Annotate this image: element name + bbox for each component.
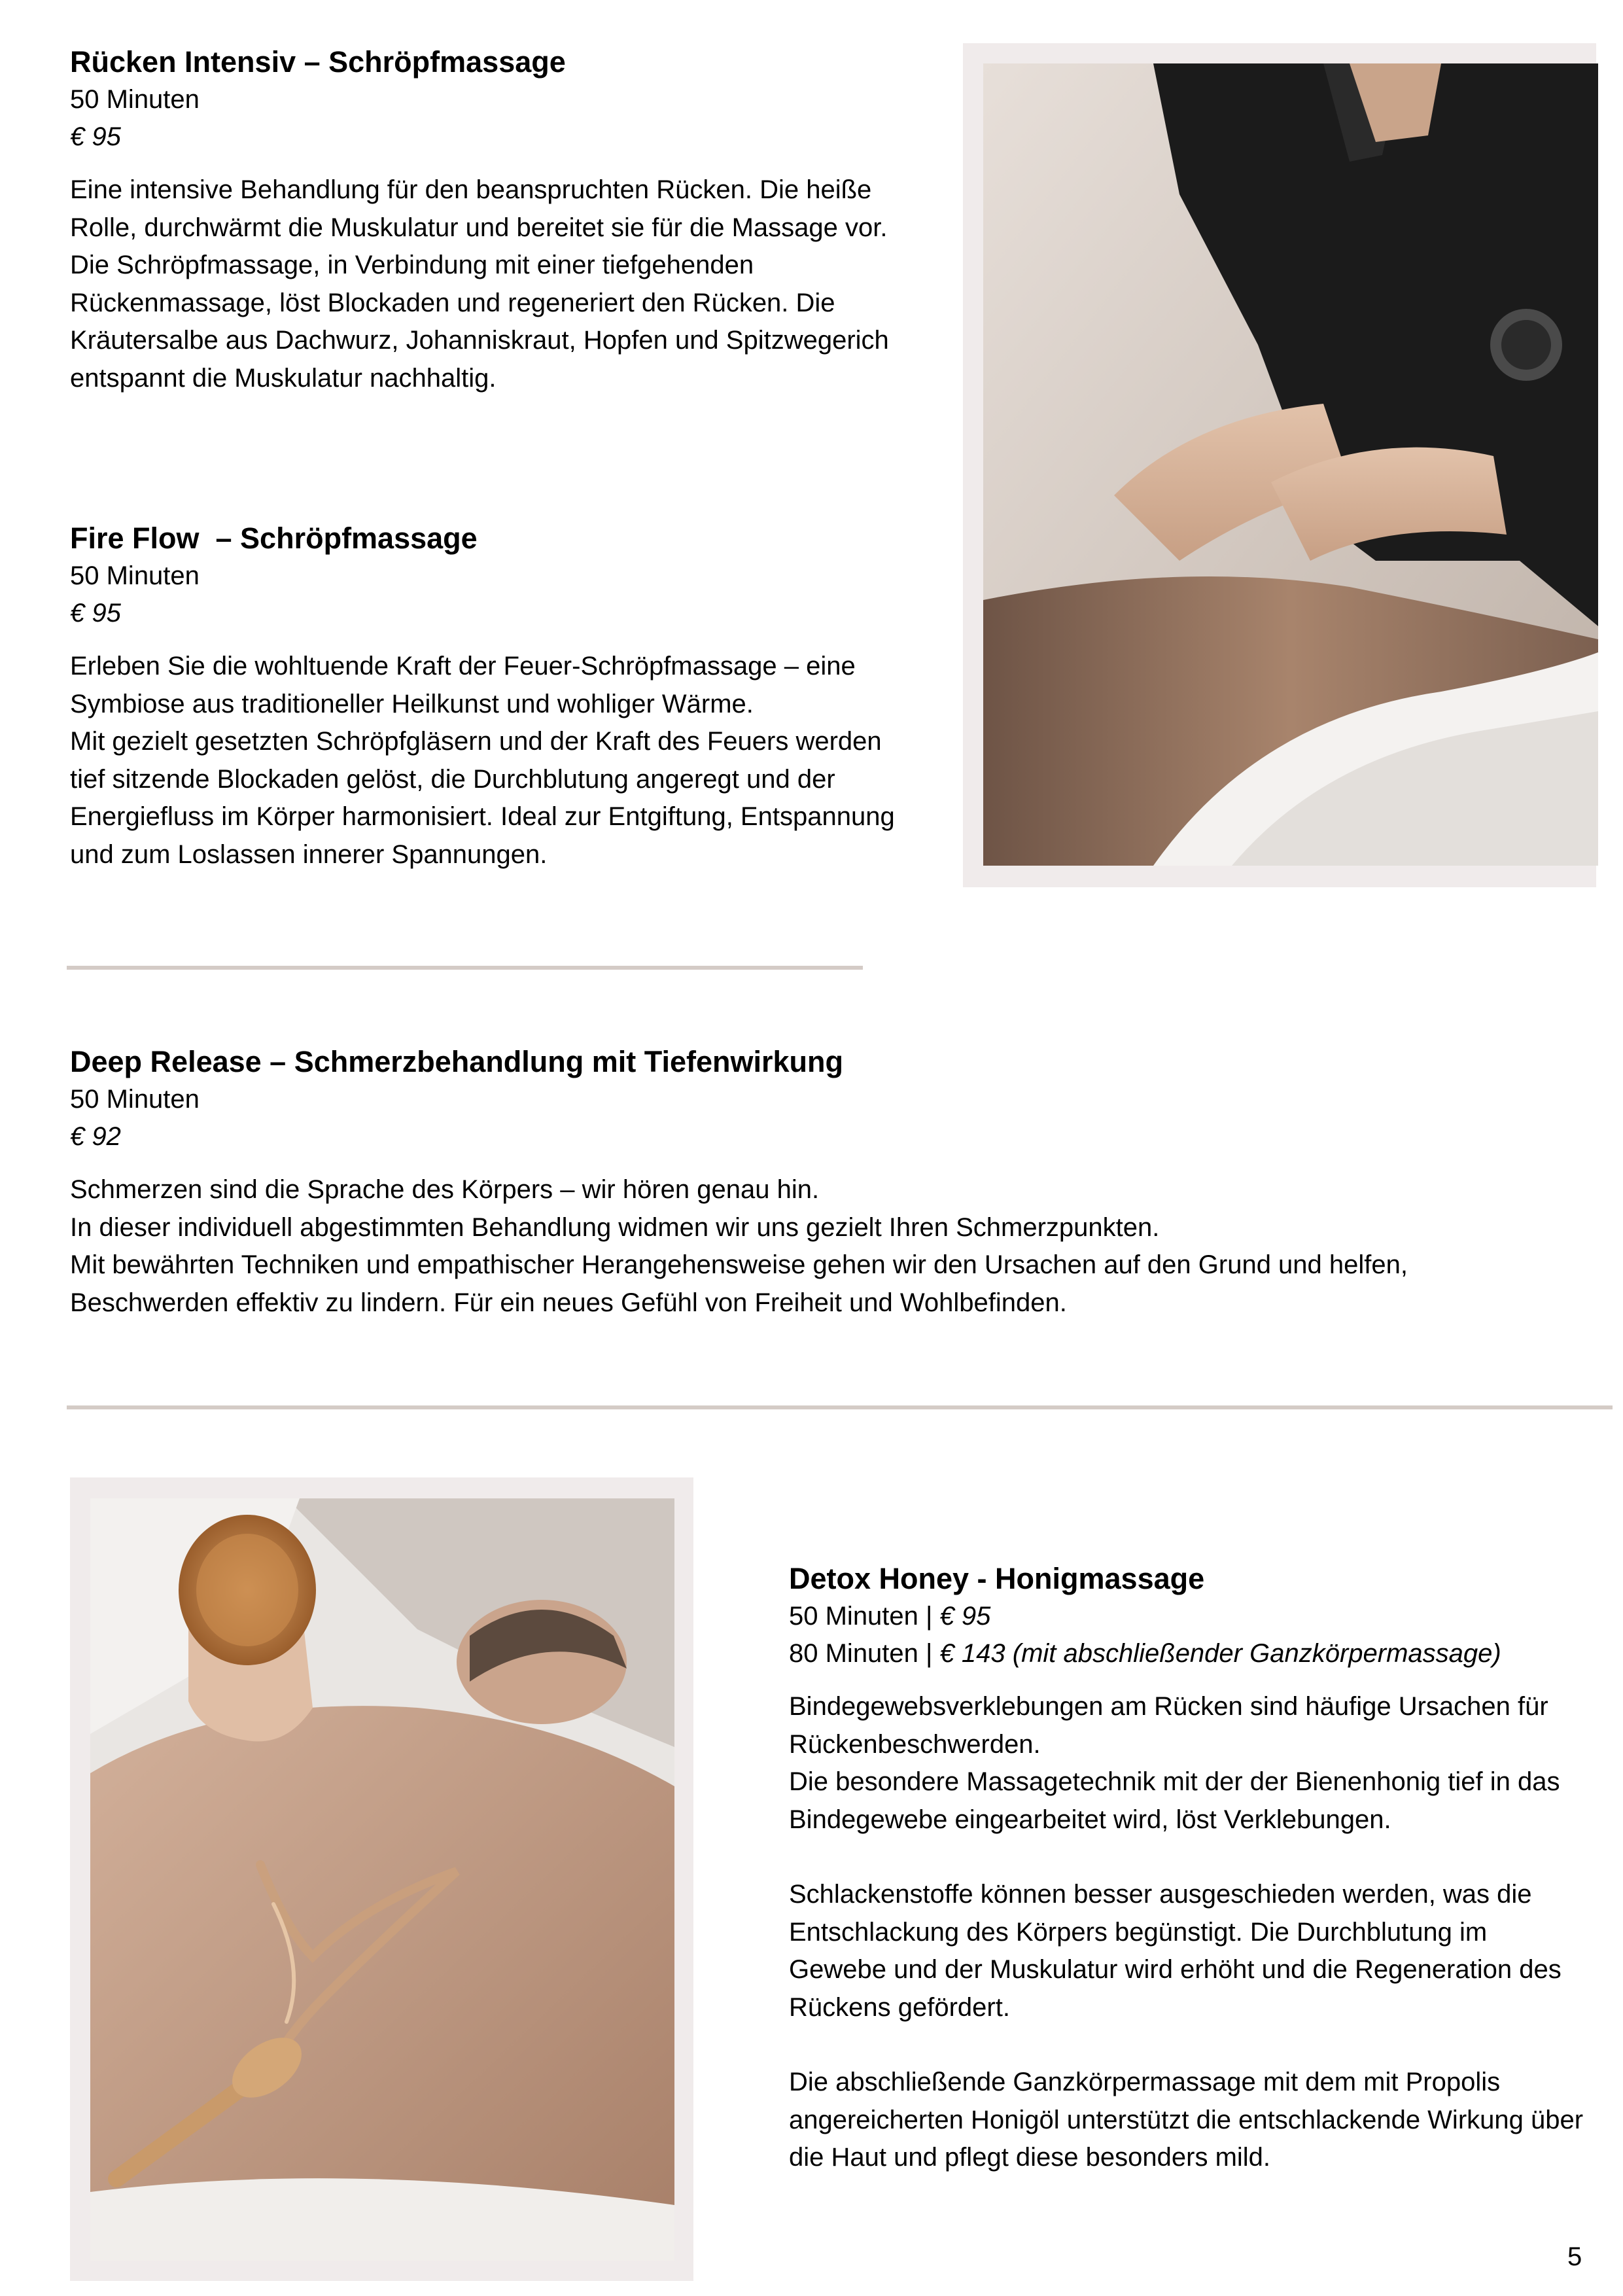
treatment-duration: 50 Minuten [70, 1085, 200, 1114]
treatment-description [789, 1688, 1587, 2177]
treatment-description [70, 1171, 1575, 1322]
treatment-price: € 95 [70, 122, 121, 151]
massage-photo [983, 63, 1598, 866]
treatment-description [70, 171, 907, 397]
honey-massage-image [90, 1498, 674, 2261]
treatment-price: € 92 [70, 1122, 121, 1151]
description-paragraph: Schlackenstoffe können besser ausgeschieden werden, was die Entschlackung des Körpers begünstigt. Die Durchblutung im Gewebe und der Muskulatur wird erhöht und die Regeneration des Rückens gefördert. [789, 1880, 1562, 2022]
treatment-title: Fire Flow – Schröpfmassage [70, 521, 478, 555]
honey-photo [90, 1498, 674, 2261]
treatment-duration: 50 Minuten [70, 561, 200, 590]
description-paragraph: Die besondere Massagetechnik mit der der Bienenhonig tief in das Bindegewebe eingearbeitet wird, löst Verklebungen. [789, 1767, 1560, 1834]
treatment-option-50 [789, 1598, 1594, 1635]
treatment-detox-honey [789, 1560, 1594, 2177]
treatment-price: € 95 [70, 599, 121, 627]
description-paragraph: Die Schröpfmassage, in Verbindung mit einer tiefgehenden Rückenmassage, löst Blockaden und regeneriert den Rücken. Die Kräutersalbe aus Dachwurz, Johanniskraut, Hopfen und Spitzwegerich entspannt die Muskulatur nachhaltig. [70, 251, 889, 393]
treatment-duration: 80 Minuten | [789, 1639, 940, 1668]
description-paragraph: Die abschließende Ganzkörpermassage mit dem mit Propolis angereicherten Honigöl unterstützt die entschlackende Wirkung über die Haut und pflegt diese besonders mild. [789, 2068, 1584, 2172]
description-paragraph: Schmerzen sind die Sprache des Körpers – wir hören genau hin. [70, 1175, 820, 1204]
treatment-ruecken-intensiv [70, 43, 907, 397]
treatment-duration: 50 Minuten [70, 85, 200, 114]
treatment-option-80 [789, 1635, 1594, 1672]
section-divider [67, 1405, 1613, 1409]
treatment-price: € 95 [939, 1602, 991, 1631]
description-paragraph: Eine intensive Behandlung für den beanspruchten Rücken. Die heiße Rolle, durchwärmt die Muskulatur und bereitet sie für die Massage vor. [70, 175, 888, 242]
treatment-deep-release [70, 1043, 1575, 1322]
treatment-title: Detox Honey - Honigmassage [789, 1562, 1205, 1595]
paragraph-gap [789, 2026, 1587, 2064]
treatment-title: Rücken Intensiv – Schröpfmassage [70, 45, 566, 79]
treatment-title: Deep Release – Schmerzbehandlung mit Tiefenwirkung [70, 1045, 843, 1078]
treatment-duration: 50 Minuten | [789, 1602, 940, 1631]
paragraph-gap [789, 1839, 1587, 1876]
description-paragraph: Mit bewährten Techniken und empathischer Herangehensweise gehen wir den Ursachen auf den Grund und helfen, Beschwerden effektiv zu lindern. Für ein neues Gefühl von Freiheit und Wohlbefinden. [70, 1250, 1408, 1317]
page-number: 5 [1567, 2242, 1582, 2271]
treatment-price: € 143 (mit abschließender Ganzkörpermassage) [939, 1639, 1501, 1668]
description-paragraph: In dieser individuell abgestimmten Behandlung widmen wir uns gezielt Ihren Schmerzpunkten. [70, 1212, 1160, 1242]
section-divider [67, 966, 863, 970]
description-paragraph: Bindegewebsverklebungen am Rücken sind häufige Ursachen für Rückenbeschwerden. [789, 1692, 1548, 1759]
massage-hands-image [983, 63, 1598, 866]
description-paragraph: Erleben Sie die wohltuende Kraft der Feuer-Schröpfmassage – eine Symbiose aus traditioneller Heilkunst und wohliger Wärme. [70, 652, 856, 718]
treatment-description [70, 648, 914, 874]
treatment-fire-flow [70, 520, 914, 874]
description-paragraph: Mit gezielt gesetzten Schröpfgläsern und der Kraft des Feuers werden tief sitzende Blockaden gelöst, die Durchblutung angeregt und der Energiefluss im Körper harmonisiert. Ideal zur Entgiftung, Entspannung und zum Loslassen innerer Spannungen. [70, 727, 895, 869]
